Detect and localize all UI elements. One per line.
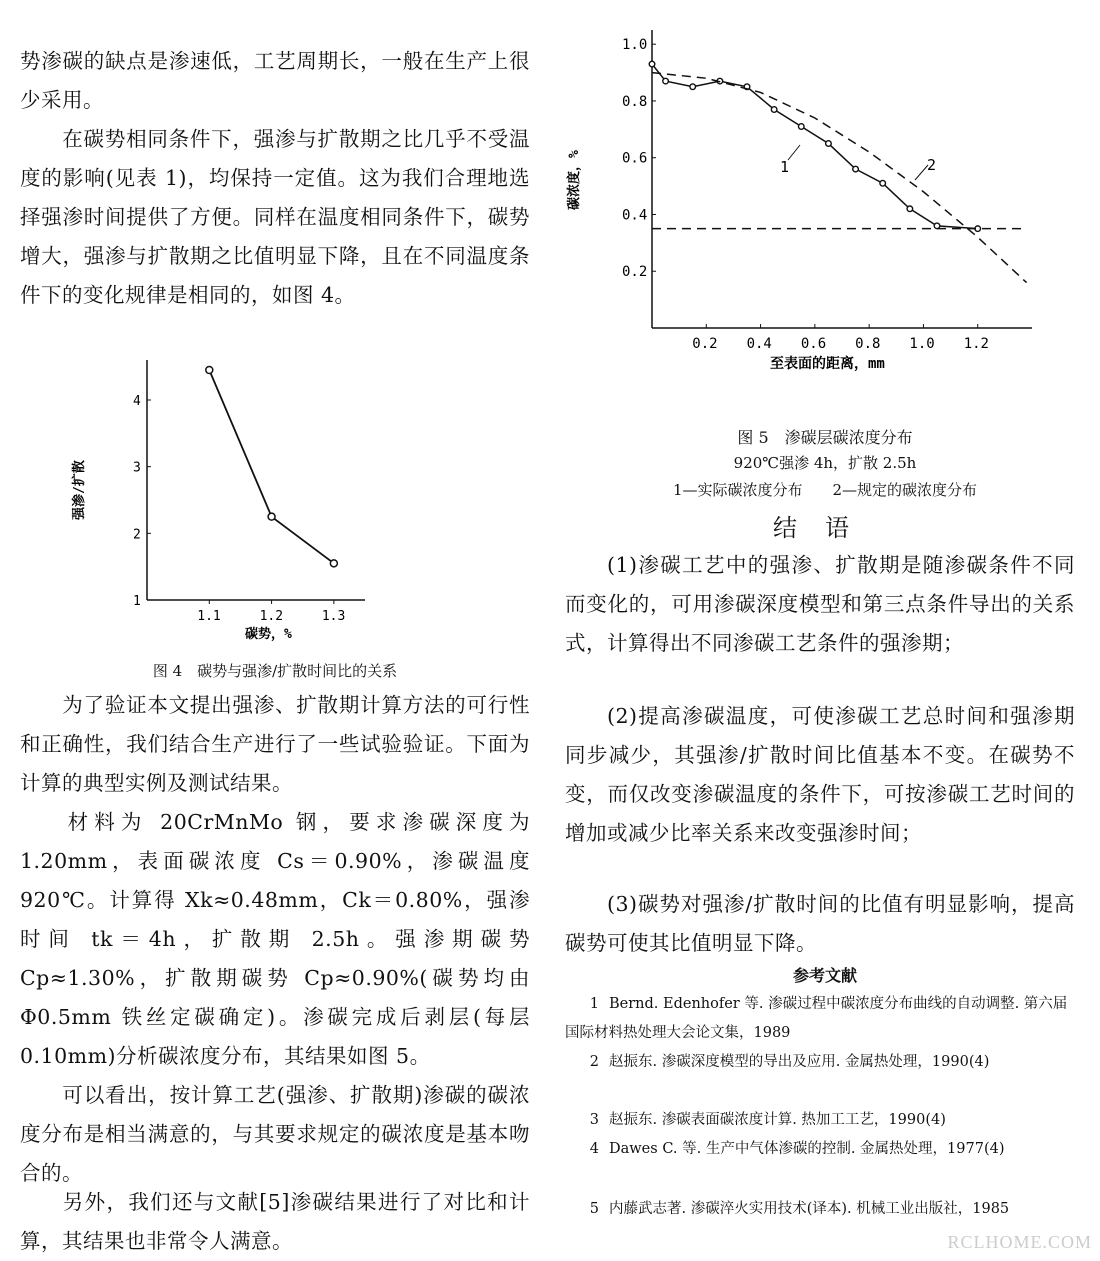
reference-text: Dawes C. 等. 生产中气体渗碳的控制. 金属热处理，1977(4) [609,1141,1005,1157]
fig4-ylabel: 强渗/扩散 [72,460,87,520]
paragraph-4: 材料为 20CrMnMo 钢，要求渗碳深度为 1.20mm，表面碳浓度 Cs＝0.90%，渗碳温度 920℃。计算得 Xk≈0.48mm，Ck＝0.80%，强渗时间 tk＝4h，扩散期 2.5h。强渗期碳势 Cp≈1.30%，扩散期碳势 Cp≈0.90%(碳势均由 Φ0.5mm 铁丝定碳确定)。渗碳完成后剥层(每层 0.10mm)分析碳浓度分布，其结果如图 5。 [20,810,530,1068]
fig5-point [826,141,832,147]
fig4-x-tick-label: 1.3 [321,609,346,624]
fig4-y-tick-label: 4 [133,394,141,409]
reference-item [565,1195,1080,1224]
references-title: 参考文献 [792,966,857,985]
fig5-point [771,107,777,113]
reference-text: 内藤武志著. 渗碳淬火实用技术(译本). 机械工业出版社，1985 [609,1201,1010,1217]
fig4-xlabel: 碳势，% [245,627,292,642]
paragraph-5: 可以看出，按计算工艺(强渗、扩散期)渗碳的碳浓度分布是相当满意的，与其要求规定的碳浓度是基本吻合的。 [20,1083,530,1185]
reference-item [565,1048,1080,1077]
fig4-x-tick-label: 1.1 [197,609,221,624]
watermark: RCLHOME.COM [947,1232,1092,1252]
fig5-subcaption: 920℃强渗 4h，扩散 2.5h [733,454,917,472]
fig5-label1-leader [788,145,800,160]
fig5-point [880,180,886,186]
fig5-xlabel: 至表面的距离，mm [770,356,885,372]
fig5-y-tick-label: 0.6 [622,150,648,167]
figure-4-chart [72,350,395,650]
fig5-point [663,78,669,84]
reference-number: 5 [589,1201,599,1217]
fig5-point [690,84,696,90]
fig5-series-2-line [652,73,1027,283]
reference-item [565,990,1080,1048]
conclusion-1: (1)渗碳工艺中的强渗、扩散期是随渗碳条件不同而变化的，可用渗碳深度模型和第三点条件导出的关系式，计算得出不同渗碳工艺条件的强渗期； [565,553,1075,655]
fig4-caption: 图 4 碳势与强渗/扩散时间比的关系 [152,662,398,680]
reference-text: 赵振东. 渗碳表面碳浓度计算. 热加工工艺，1990(4) [609,1112,946,1128]
fig5-axes [622,30,1032,352]
fig4-y-tick-label: 3 [133,460,141,476]
fig5-ylabel: 碳浓度，% [567,150,582,210]
fig4-y-tick-label: 1 [133,594,141,609]
fig4-x-tick-label: 1.2 [259,609,284,624]
fig5-x-tick-label: 0.8 [855,336,881,352]
paragraph-6: 另外，我们还与文献[5]渗碳结果进行了对比和计算，其结果也非常令人满意。 [20,1190,530,1253]
fig5-x-tick-label: 0.4 [746,336,772,352]
reference-text: Bernd. Edenhofer 等. 渗碳过程中碳浓度分布曲线的自动调整. 第六届国际材料热处理大会论文集，1989 [565,996,1068,1041]
fig5-series2-label: 2 [927,156,937,174]
paragraph-1: 势渗碳的缺点是渗速低，工艺周期长，一般在生产上很少采用。 [20,49,530,112]
fig5-point [934,223,940,229]
section-heading: 结语 [773,514,877,542]
fig4-y-tick-label: 2 [133,527,141,543]
fig5-x-tick-label: 0.2 [692,336,718,352]
reference-number: 2 [589,1054,599,1070]
reference-item [565,1135,1080,1164]
fig5-series1-label: 1 [780,158,790,176]
fig5-x-tick-label: 1.2 [963,336,990,352]
conclusion-2: (2)提高渗碳温度，可使渗碳工艺总时间和强渗期同步减少，其强渗/扩散时间比值基本不变。在碳势不变，而仅改变渗碳温度的条件下，可按渗碳工艺时间的增加或减少比率关系来改变强渗时间； [565,704,1075,845]
reference-text: 赵振东. 渗碳深度模型的导出及应用. 金属热处理，1990(4) [609,1054,990,1070]
fig5-y-tick-label: 0.8 [622,93,648,110]
fig4-point [330,560,337,567]
fig5-caption: 图 5 渗碳层碳浓度分布 [737,428,913,447]
fig4-plot [206,367,338,567]
paragraph-3: 为了验证本文提出强渗、扩散期计算方法的可行性和正确性，我们结合生产进行了一些试验验证。下面为计算的典型实例及测试结果。 [20,693,530,795]
reference-number: 1 [589,996,599,1012]
fig4-point [268,513,275,520]
fig5-x-tick-label: 1.0 [909,336,935,352]
fig5-point [649,61,655,67]
fig5-point [853,166,859,172]
fig5-point [907,206,913,212]
paragraph-2: 在碳势相同条件下，强渗与扩散期之比几乎不受温度的影响(见表 1)，均保持一定值。这为我们合理地选择强渗时间提供了方便。同样在温度相同条件下，碳势增大，强渗与扩散期之比值明显下降，且在不同温度条件下的变化规律是相同的，如图 4。 [20,127,530,307]
fig4-point [206,367,213,374]
fig5-y-tick-label: 1.0 [622,37,648,54]
fig5-y-tick-label: 0.2 [622,264,648,281]
reference-item [565,1106,1080,1135]
fig5-point [798,124,804,130]
figure-5-chart [567,20,1060,380]
fig5-plot [649,61,1026,282]
fig4-line [209,370,334,563]
fig5-x-tick-label: 0.6 [800,336,827,352]
fig4-axes [133,360,365,624]
reference-number: 3 [589,1112,599,1128]
conclusion-3: (3)碳势对强渗/扩散时间的比值有明显影响，提高碳势可使其比值明显下降。 [565,892,1075,955]
fig5-series-1-line [652,64,978,229]
fig5-y-tick-label: 0.4 [622,207,648,224]
fig5-legend: 1—实际碳浓度分布 2—规定的碳浓度分布 [672,481,978,499]
reference-number: 4 [589,1141,599,1157]
